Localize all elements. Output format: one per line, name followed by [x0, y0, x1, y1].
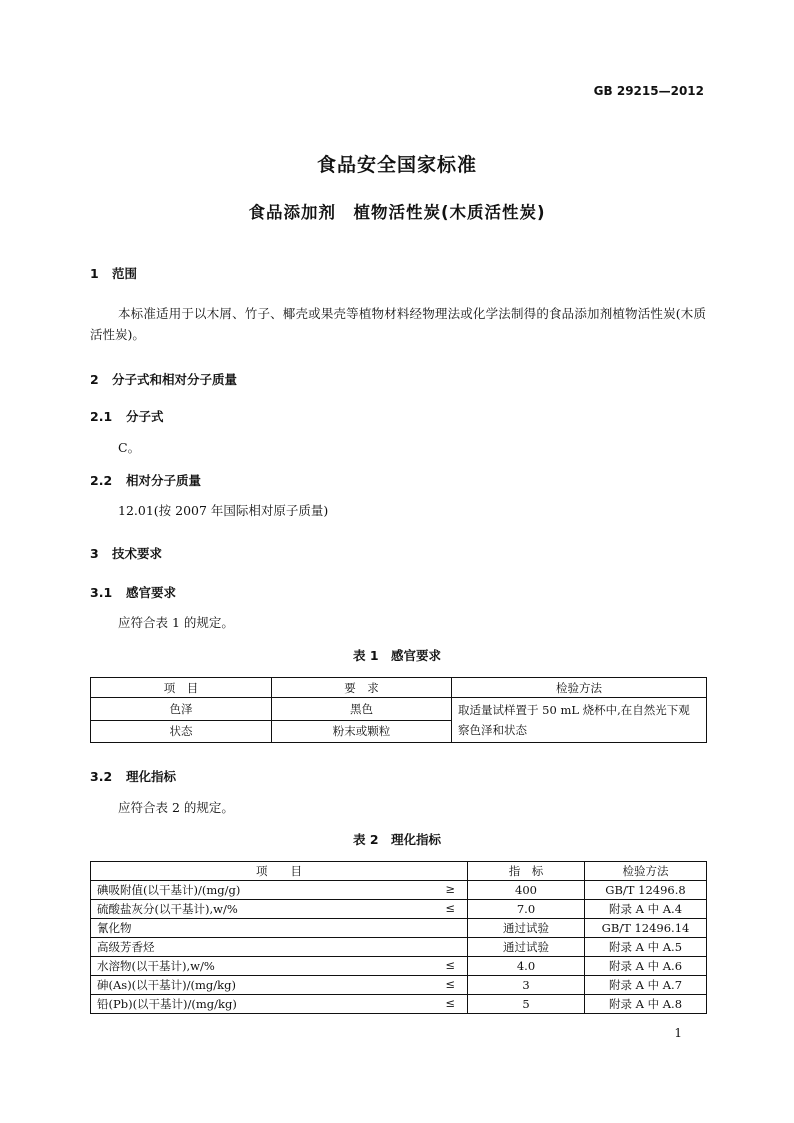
- section-title: 分子式: [126, 409, 164, 424]
- cell-value: 5: [468, 995, 585, 1014]
- cell-item: 色泽: [91, 698, 272, 721]
- cell-value: 3: [468, 976, 585, 995]
- table-2-caption: 表 2 理化指标: [352, 832, 442, 847]
- section-2-heading: [90, 370, 237, 388]
- cell-method: 附录 A 中 A.6: [585, 957, 707, 976]
- comparison-operator: ≤: [445, 977, 455, 991]
- section-title: 分子式和相对分子质量: [112, 372, 238, 387]
- header-item: 项 目: [91, 678, 272, 698]
- section-3-heading: [90, 544, 162, 562]
- header-requirement: 要 求: [272, 678, 452, 698]
- section-title: 技术要求: [112, 546, 163, 561]
- section-number: 1: [90, 266, 99, 281]
- section-number: 2: [90, 372, 99, 387]
- header-method: 检验方法: [452, 678, 707, 698]
- section-2-2-heading: [90, 471, 201, 489]
- cell-method: 附录 A 中 A.8: [585, 995, 707, 1014]
- document-title: 食品安全国家标准: [316, 154, 477, 176]
- section-1-heading: [90, 264, 137, 282]
- section-number: 3: [90, 546, 99, 561]
- cell-method: 取适量试样置于 50 mL 烧杯中,在自然光下观察色泽和状态: [452, 698, 707, 743]
- cell-requirement: 黑色: [272, 698, 452, 721]
- header-item: 项 目: [91, 862, 468, 881]
- table-header-row: [91, 862, 707, 881]
- cell-method: 附录 A 中 A.4: [585, 900, 707, 919]
- table-row: [91, 976, 707, 995]
- cell-item: 碘吸附值(以干基计)/(mg/g): [97, 883, 241, 897]
- table-header-row: [91, 678, 707, 698]
- cell-value: 通过试验: [468, 938, 585, 957]
- header-method: 检验方法: [585, 862, 707, 881]
- scope-paragraph: 本标准适用于以木屑、竹子、椰壳或果壳等植物材料经物理法或化学法制得的食品添加剂植物活性炭(木质活性炭)。: [90, 306, 706, 342]
- cell-item: 砷(As)(以干基计)/(mg/kg): [97, 978, 236, 992]
- section-number: 3.1: [90, 585, 113, 600]
- section-title: 相对分子质量: [126, 473, 202, 488]
- page-number: 1: [674, 1026, 682, 1040]
- section-number: 3.2: [90, 769, 113, 784]
- document-subtitle: 食品添加剂 植物活性炭(木质活性炭): [248, 203, 546, 222]
- cell-item: 硫酸盐灰分(以干基计),w/%: [97, 902, 238, 916]
- table-row: [91, 919, 707, 938]
- cell-value: 通过试验: [468, 919, 585, 938]
- standard-number: GB 29215—2012: [593, 84, 704, 98]
- comparison-operator: ≥: [445, 882, 455, 896]
- cell-item: 水溶物(以干基计),w/%: [97, 959, 215, 973]
- table-row: [91, 881, 707, 900]
- section-3-2-heading: [90, 767, 176, 785]
- molecular-mass-text: 12.01(按 2007 年国际相对原子质量): [118, 503, 329, 518]
- cell-value: 400: [468, 881, 585, 900]
- cell-method: GB/T 12496.8: [585, 881, 707, 900]
- formula-text: C。: [118, 440, 141, 455]
- physicochemical-indicators-table: [90, 861, 707, 1014]
- comparison-operator: ≤: [445, 901, 455, 915]
- sensory-requirements-table: [90, 677, 707, 743]
- sensory-reference-text: 应符合表 1 的规定。: [118, 615, 234, 630]
- cell-method: GB/T 12496.14: [585, 919, 707, 938]
- section-title: 范围: [112, 266, 138, 281]
- table-row: [91, 938, 707, 957]
- cell-item: 高级芳香烃: [97, 940, 155, 954]
- cell-method: 附录 A 中 A.7: [585, 976, 707, 995]
- section-3-1-heading: [90, 583, 176, 601]
- section-number: 2.1: [90, 409, 113, 424]
- table-1-caption: 表 1 感官要求: [352, 648, 442, 663]
- cell-requirement: 粉末或颗粒: [272, 720, 452, 743]
- comparison-operator: ≤: [445, 958, 455, 972]
- cell-value: 7.0: [468, 900, 585, 919]
- header-indicator: 指 标: [468, 862, 585, 881]
- section-2-1-heading: [90, 407, 164, 425]
- table-row: [91, 957, 707, 976]
- cell-value: 4.0: [468, 957, 585, 976]
- cell-item: 铅(Pb)(以干基计)/(mg/kg): [97, 997, 237, 1011]
- cell-method: 附录 A 中 A.5: [585, 938, 707, 957]
- table-row: [91, 698, 707, 721]
- comparison-operator: ≤: [445, 996, 455, 1010]
- table-row: [91, 995, 707, 1014]
- section-title: 理化指标: [126, 769, 177, 784]
- section-title: 感官要求: [126, 585, 177, 600]
- cell-item: 氰化物: [97, 921, 132, 935]
- physchem-reference-text: 应符合表 2 的规定。: [118, 800, 234, 815]
- cell-item: 状态: [91, 720, 272, 743]
- table-row: [91, 900, 707, 919]
- section-number: 2.2: [90, 473, 113, 488]
